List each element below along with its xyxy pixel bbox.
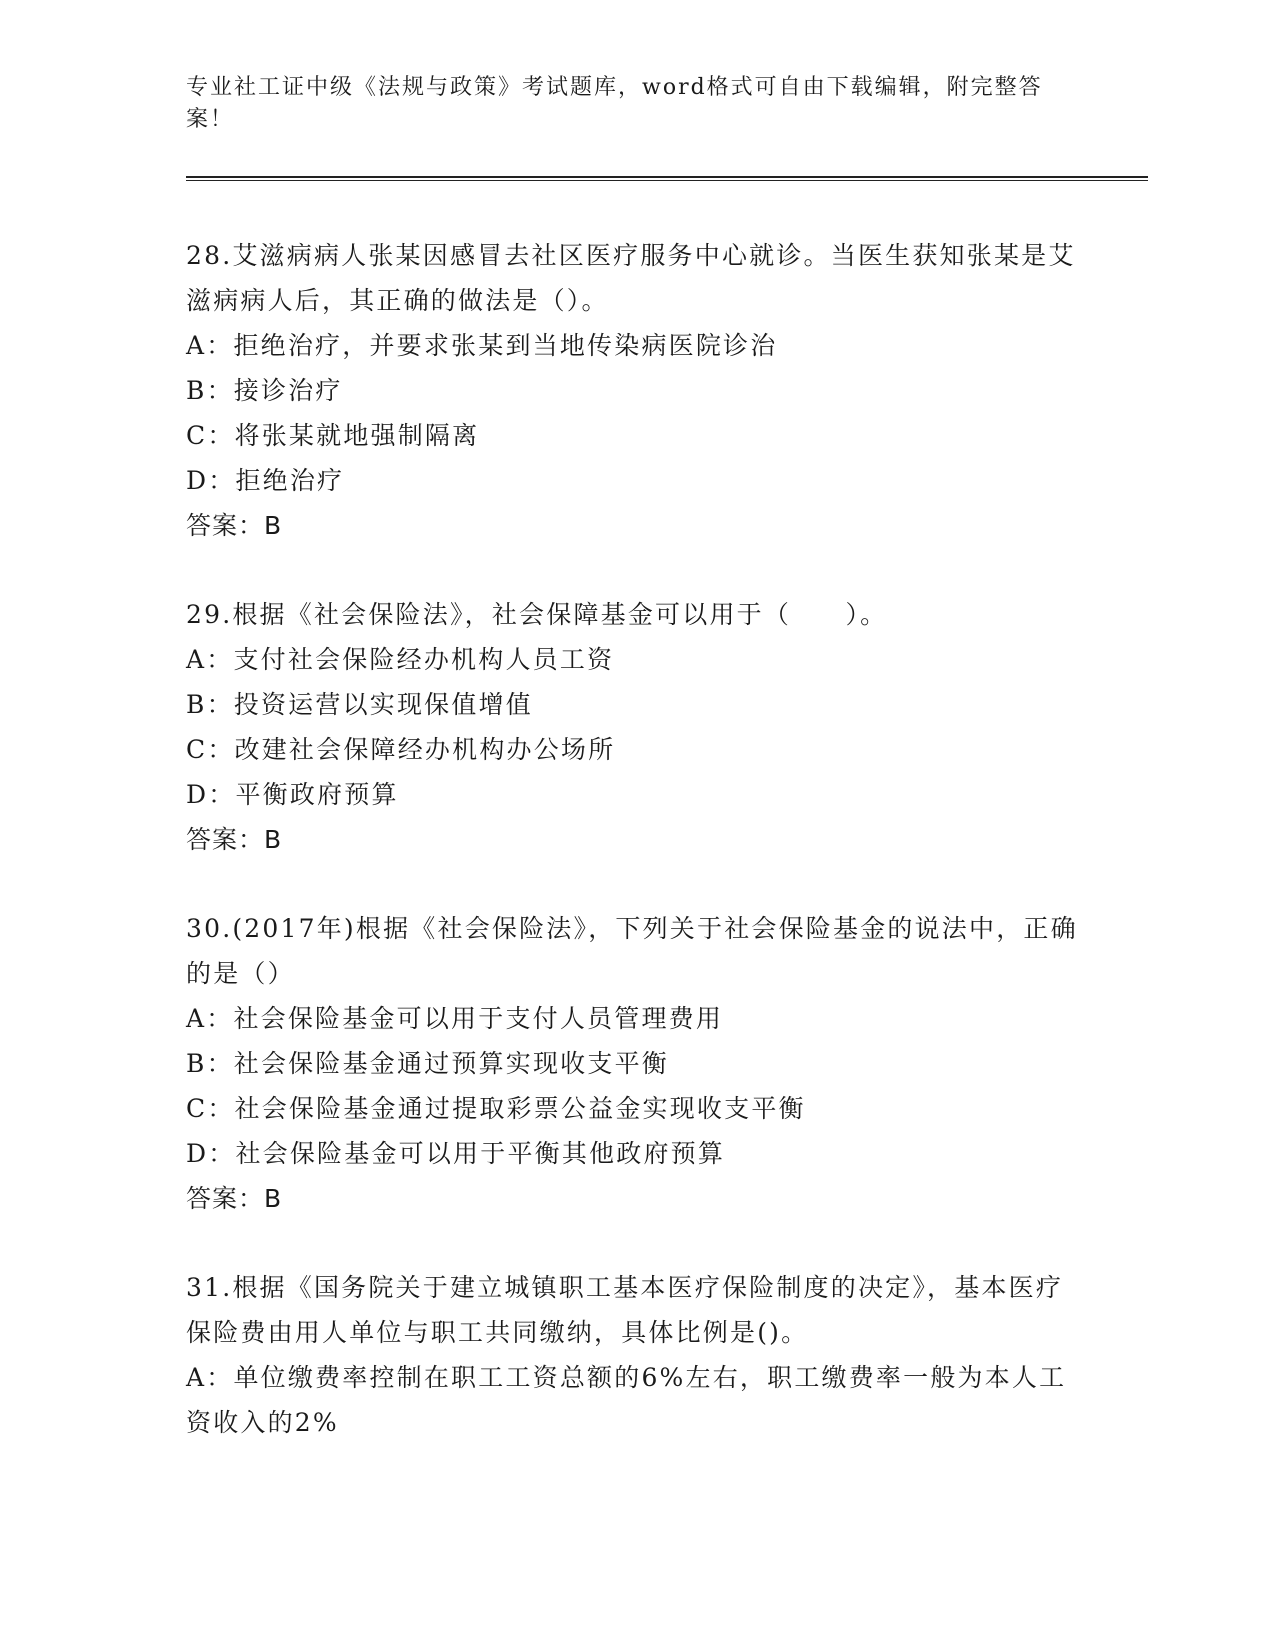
answer-label: 答案：B — [186, 511, 283, 540]
option-a: A：社会保险基金可以用于支付人员管理费用 — [186, 1004, 724, 1033]
question-stem: 29.根据《社会保险法》，社会保障基金可以用于（ ）。 — [186, 600, 888, 629]
answer-label: 答案：B — [186, 825, 283, 854]
question-31 — [186, 1265, 1086, 1445]
option-b: B：社会保险基金通过预算实现收支平衡 — [186, 1049, 669, 1078]
option-a: A：支付社会保险经办机构人员工资 — [186, 645, 615, 674]
question-list — [186, 233, 1086, 1489]
option-a: A：拒绝治疗，并要求张某到当地传染病医院诊治 — [186, 331, 778, 360]
question-stem: 31.根据《国务院关于建立城镇职工基本医疗保险制度的决定》，基本医疗保险费由用人单位与职工共同缴纳，具体比例是()。 — [186, 1273, 1064, 1347]
option-c: C：改建社会保障经办机构办公场所 — [186, 735, 616, 764]
question-stem: 30.(2017年)根据《社会保险法》，下列关于社会保险基金的说法中，正确的是（） — [186, 914, 1078, 988]
option-c: C：将张某就地强制隔离 — [186, 421, 480, 450]
option-d: D：拒绝治疗 — [186, 466, 345, 495]
question-29 — [186, 592, 1086, 862]
answer-label: 答案：B — [186, 1184, 283, 1213]
header-divider — [186, 176, 1148, 181]
option-a: A：单位缴费率控制在职工工资总额的6%左右，职工缴费率一般为本人工资收入的2% — [186, 1363, 1067, 1437]
question-stem: 28.艾滋病病人张某因感冒去社区医疗服务中心就诊。当医生获知张某是艾滋病病人后，其正确的做法是（）。 — [186, 241, 1076, 315]
option-d: D：社会保险基金可以用于平衡其他政府预算 — [186, 1139, 726, 1168]
option-d: D：平衡政府预算 — [186, 780, 399, 809]
question-28 — [186, 233, 1086, 548]
option-b: B：接诊治疗 — [186, 376, 343, 405]
option-c: C：社会保险基金通过提取彩票公益金实现收支平衡 — [186, 1094, 806, 1123]
page-header-text: 专业社工证中级《法规与政策》考试题库，word格式可自由下载编辑，附完整答案！ — [186, 75, 1043, 132]
question-30 — [186, 906, 1086, 1221]
option-b: B：投资运营以实现保值增值 — [186, 690, 533, 719]
